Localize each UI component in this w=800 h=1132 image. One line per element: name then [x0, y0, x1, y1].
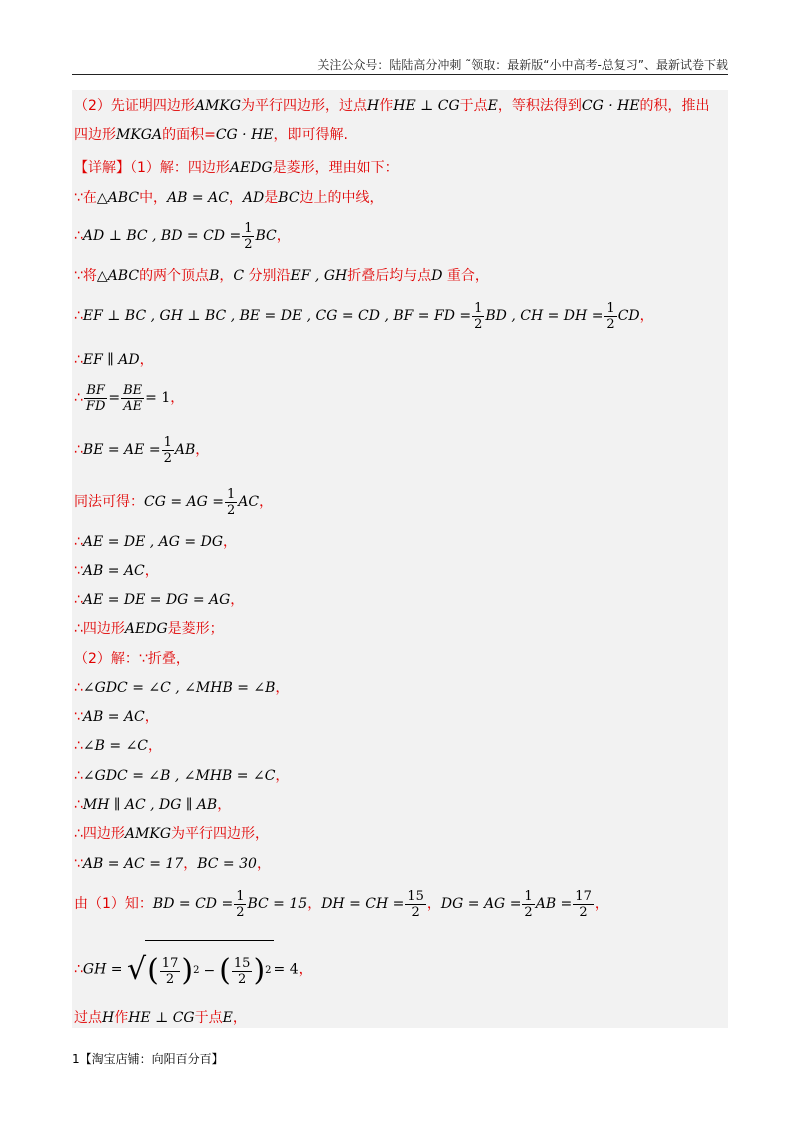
fraction-one-half: $\frac{1}{2}$	[474, 300, 483, 332]
text: 于点	[459, 98, 488, 114]
math: H	[102, 1010, 115, 1026]
fraction-15-over-2: $\frac{15}{2}$	[407, 888, 424, 920]
text: ，	[195, 442, 210, 458]
fraction-one-half: $\frac{1}{2}$	[236, 888, 245, 920]
detail-line-3	[74, 218, 724, 254]
text: 的积，推出	[639, 98, 710, 114]
text: ，	[228, 190, 243, 206]
text: ∴四边形	[74, 621, 125, 637]
math: AB = AC = 17	[82, 856, 184, 872]
fraction-17-over-2: $\frac{17}{2}$	[161, 955, 179, 987]
detail-line-14	[74, 649, 724, 669]
math: DH = CH =	[321, 896, 405, 912]
detail-line-11	[74, 561, 724, 581]
math: B	[209, 268, 220, 284]
fraction-be-ae: $\frac{BE}{AE}$	[123, 382, 143, 414]
math: AD	[242, 190, 265, 206]
math: −	[203, 963, 216, 979]
math: EF ∥ AD	[82, 352, 140, 368]
text: ，	[232, 1010, 247, 1026]
text: ，	[139, 352, 154, 368]
text: ∴	[74, 738, 83, 754]
math: ∠GDC = ∠C , ∠MHB = ∠B	[82, 680, 276, 696]
math: CD	[617, 308, 640, 324]
text: ∴	[74, 534, 83, 550]
exponent: 2	[193, 965, 200, 976]
math: AB	[174, 442, 196, 458]
math: AB =	[535, 896, 573, 912]
page-footer: 1【淘宝店铺：向阳百分百】	[72, 1052, 224, 1066]
text: 中，	[139, 190, 168, 206]
text: ，	[259, 494, 274, 510]
detail-line-13	[74, 619, 724, 639]
math: GH =	[82, 961, 123, 978]
math: BD = CD =	[152, 896, 234, 912]
text: ，	[230, 592, 245, 608]
math: AB = AC	[167, 190, 229, 206]
header-rule	[72, 74, 728, 75]
text: ，	[426, 896, 441, 912]
math: BC	[278, 190, 300, 206]
math: D	[431, 268, 443, 284]
math: AC	[238, 494, 260, 510]
text: ∴	[74, 961, 83, 978]
text: 为平行四边形，过点	[241, 98, 368, 114]
text: ，	[183, 856, 198, 872]
math: = 1	[145, 390, 171, 406]
detail-line-19	[74, 795, 724, 815]
text: 作	[114, 1010, 129, 1026]
text: 是菱形；	[167, 621, 224, 637]
left-paren: (	[219, 953, 231, 988]
text: （2）先证明四边形	[74, 98, 195, 114]
page-header: 关注公众号：陆陆高分冲刺 ˜领取：最新版“小中高考-总复习”、最新试卷下载	[317, 58, 728, 72]
detail-line-17	[74, 736, 724, 756]
fraction-17-over-2: $\frac{17}{2}$	[575, 888, 592, 920]
text: ，	[144, 709, 159, 725]
text: 于点	[194, 1010, 223, 1026]
text: 为平行四边形，	[171, 826, 270, 842]
math: △ABC	[96, 268, 140, 284]
math: AD ⊥ BC , BD = CD =	[82, 228, 242, 244]
right-paren: )	[253, 953, 266, 988]
detail-line-9	[74, 484, 724, 520]
fraction-15-over-2: $\frac{15}{2}$	[233, 955, 251, 987]
detail-line-12	[74, 590, 724, 610]
math: AEDG	[229, 160, 273, 176]
text: ，	[276, 228, 291, 244]
math: BC = 30	[197, 856, 257, 872]
detail-line-10	[74, 532, 724, 552]
text: 的两个顶点	[139, 268, 210, 284]
detail-line-21	[74, 854, 724, 874]
text: 同法可得：	[74, 494, 144, 510]
text: 分别沿	[244, 268, 291, 284]
text: ∵	[74, 856, 83, 872]
text: ，	[298, 961, 313, 978]
text: ∴四边形	[74, 826, 125, 842]
text: ，	[275, 768, 290, 784]
math: EF ⊥ BC , GH ⊥ BC , BE = DE , CG = CD , BF = FD =	[82, 308, 472, 324]
text: ，即可得解.	[273, 127, 348, 143]
math: AMKG	[194, 98, 242, 114]
text: ∴	[74, 768, 83, 784]
text: ，	[256, 856, 271, 872]
text: 由（1）知：	[74, 896, 153, 912]
math: BD , CH = DH =	[485, 308, 604, 324]
math: BC	[255, 228, 277, 244]
detail-line-16	[74, 707, 724, 727]
math: CG = AG =	[144, 494, 225, 510]
text: ∵	[74, 709, 83, 725]
math: △ABC	[96, 190, 140, 206]
text: ∵在	[74, 190, 97, 206]
text: ，	[639, 308, 654, 324]
math: HE ⊥ CG	[128, 1010, 195, 1026]
radical-sign: √	[126, 951, 147, 987]
text: ，等积法得到	[497, 98, 582, 114]
math: AEDG	[124, 621, 168, 637]
text: ∴	[74, 228, 83, 244]
text: （1）解：四边形	[130, 160, 230, 176]
text: ∴	[74, 592, 83, 608]
text: ∵将	[74, 268, 97, 284]
detail-line-23	[74, 940, 724, 996]
detail-line-6	[74, 350, 724, 370]
text: ∵	[74, 563, 83, 579]
detail-line-8	[74, 432, 724, 468]
text: 过点	[74, 1010, 102, 1026]
fraction-bf-fd: $\frac{BF}{FD}$	[85, 382, 106, 414]
math: AB = AC	[82, 563, 145, 579]
right-paren: )	[181, 953, 194, 988]
math: =	[108, 390, 121, 406]
text: ，	[148, 738, 163, 754]
text: ，	[275, 680, 290, 696]
detail-line-5	[74, 298, 724, 334]
math: EF , GH	[290, 268, 348, 284]
left-paren: (	[147, 953, 159, 988]
math: CG · HE	[581, 98, 640, 114]
text: ∴	[74, 308, 83, 324]
detail-line-4	[74, 266, 724, 286]
text: 的面积=	[162, 127, 216, 143]
math: MKGA	[116, 127, 163, 143]
math: AE = DE , AG = DG	[82, 534, 224, 550]
detail-line-2	[74, 188, 724, 208]
detail-line-18	[74, 766, 724, 786]
text: ∴	[74, 390, 83, 406]
text: ，	[144, 563, 159, 579]
detail-line-24	[74, 1008, 724, 1028]
math: DG = AG =	[440, 896, 522, 912]
analysis-paragraph	[74, 92, 724, 150]
math: AE = DE = DG = AG	[82, 592, 231, 608]
text: 作	[379, 98, 394, 114]
fraction-one-half: $\frac{1}{2}$	[163, 434, 172, 466]
fraction-one-half: $\frac{1}{2}$	[606, 300, 615, 332]
fraction-one-half: $\frac{1}{2}$	[227, 486, 236, 518]
text: 是	[264, 190, 279, 206]
text: （2）解：∵折叠，	[74, 651, 190, 667]
text: ，	[223, 534, 238, 550]
math: AMKG	[124, 826, 172, 842]
text: 边上的中线，	[299, 190, 384, 206]
detail-heading: 【详解】	[74, 160, 130, 176]
square-root	[127, 940, 274, 999]
math: BC = 15	[247, 896, 308, 912]
detail-line-15	[74, 678, 724, 698]
math: CG · HE	[215, 127, 274, 143]
detail-line-7	[74, 380, 724, 416]
text: 四边形	[74, 127, 116, 143]
math: C	[233, 268, 245, 284]
detail-line-1	[74, 158, 724, 178]
text: ，	[170, 390, 185, 406]
radicand	[145, 940, 273, 999]
math: ∠B = ∠C	[82, 738, 149, 754]
math: AB = AC	[82, 709, 145, 725]
text: ，	[217, 797, 232, 813]
text: ∴	[74, 352, 83, 368]
text: ∴	[74, 442, 83, 458]
math: ∠GDC = ∠B , ∠MHB = ∠C	[82, 768, 276, 784]
text: ，	[219, 268, 234, 284]
math: H	[367, 98, 380, 114]
text: 折叠后均与点	[347, 268, 432, 284]
math: BE = AE =	[82, 442, 161, 458]
text: ∴	[74, 797, 83, 813]
text: ，	[307, 896, 322, 912]
exponent: 2	[265, 965, 272, 976]
detail-line-20	[74, 824, 724, 844]
math: = 4	[273, 961, 299, 978]
text: ，	[594, 896, 609, 912]
text: 是菱形，理由如下：	[272, 160, 399, 176]
math: E	[222, 1010, 233, 1026]
solution-content	[72, 90, 728, 1028]
math: HE ⊥ CG	[393, 98, 460, 114]
math: MH ∥ AC , DG ∥ AB	[82, 797, 218, 813]
text: ∴	[74, 680, 83, 696]
detail-line-22	[74, 886, 724, 922]
fraction-one-half: $\frac{1}{2}$	[524, 888, 533, 920]
text: 重合，	[442, 268, 489, 284]
math: E	[487, 98, 498, 114]
fraction-one-half: $\frac{1}{2}$	[244, 220, 253, 252]
